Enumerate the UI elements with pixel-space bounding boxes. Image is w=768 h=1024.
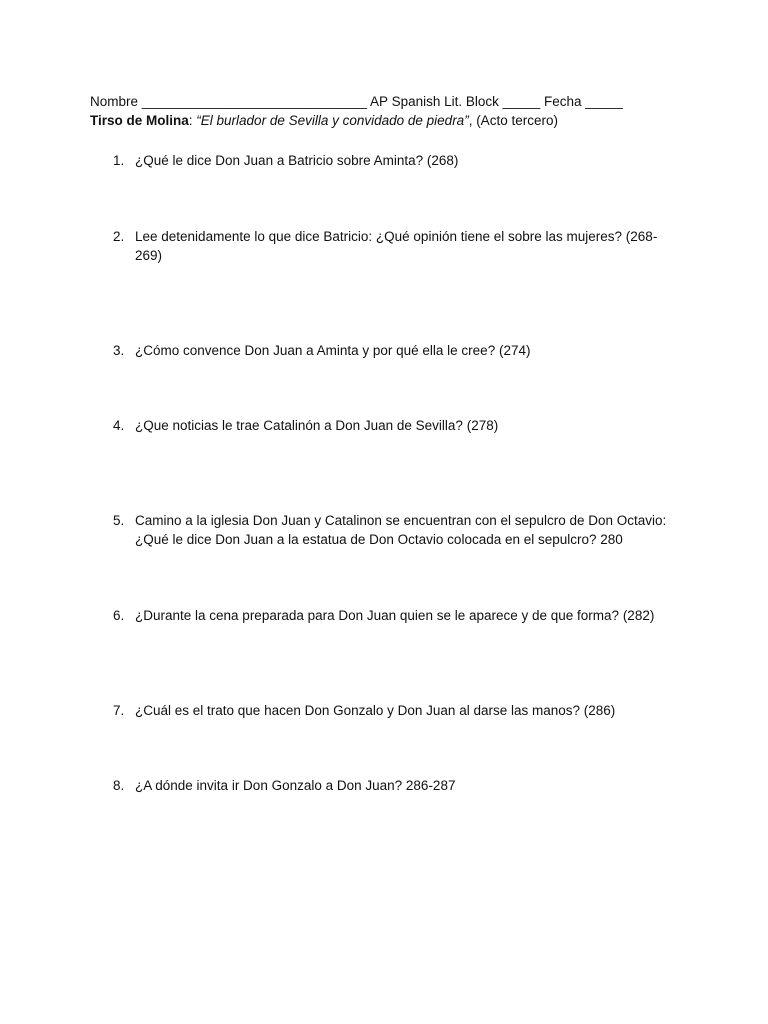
question-number: 7. [113, 703, 125, 718]
work-title: “El burlador de Sevilla y convidado de piedra” [196, 113, 469, 128]
question-text: Lee detenidamente lo que dice Batricio: ¿Qué opinión tiene el sobre las mujeres? (268-269) [135, 229, 658, 263]
question-5 [113, 511, 673, 549]
question-1 [113, 151, 673, 170]
question-text: ¿Qué le dice Don Juan a Batricio sobre Aminta? (268) [135, 153, 459, 168]
question-text: ¿Cuál es el trato que hacen Don Gonzalo y Don Juan al darse las manos? (286) [135, 703, 616, 718]
question-number: 2. [113, 229, 125, 244]
question-text: ¿A dónde invita ir Don Gonzalo a Don Juan? 286-287 [135, 778, 456, 793]
work-title-line [90, 113, 558, 128]
question-number: 1. [113, 153, 125, 168]
question-6 [113, 606, 673, 625]
question-number: 4. [113, 418, 125, 433]
question-4 [113, 416, 673, 435]
title-separator: : [188, 113, 197, 128]
question-number: 8. [113, 778, 125, 793]
fecha-blank: _____ [585, 94, 623, 109]
question-7 [113, 701, 673, 720]
student-info-line [90, 94, 623, 109]
question-number: 5. [113, 513, 125, 528]
act-label: , (Acto tercero) [468, 113, 558, 128]
question-text: Camino a la iglesia Don Juan y Catalinon se encuentran con el sepulcro de Don Octavio: ¿Qué le dice Don Juan a la estatua de Don Octavio colocada en el sepulcro? 280 [135, 513, 667, 547]
nombre-blank: ______________________________ [141, 94, 368, 109]
block-blank: _____ [502, 94, 541, 109]
question-8 [113, 776, 673, 795]
question-text: ¿Durante la cena preparada para Don Juan quien se le aparece y de que forma? (282) [135, 608, 655, 623]
question-3 [113, 341, 673, 360]
course-name: AP Spanish Lit. [370, 94, 463, 109]
question-number: 3. [113, 343, 125, 358]
nombre-label: Nombre [90, 94, 139, 109]
question-2 [113, 227, 673, 265]
question-text: ¿Que noticias le trae Catalinón a Don Juan de Sevilla? (278) [135, 418, 499, 433]
block-label: Block [465, 94, 499, 109]
question-number: 6. [113, 608, 125, 623]
fecha-label: Fecha [543, 94, 582, 109]
question-text: ¿Cómo convence Don Juan a Aminta y por qué ella le cree? (274) [135, 343, 531, 358]
author-name: Tirso de Molina [90, 113, 189, 128]
